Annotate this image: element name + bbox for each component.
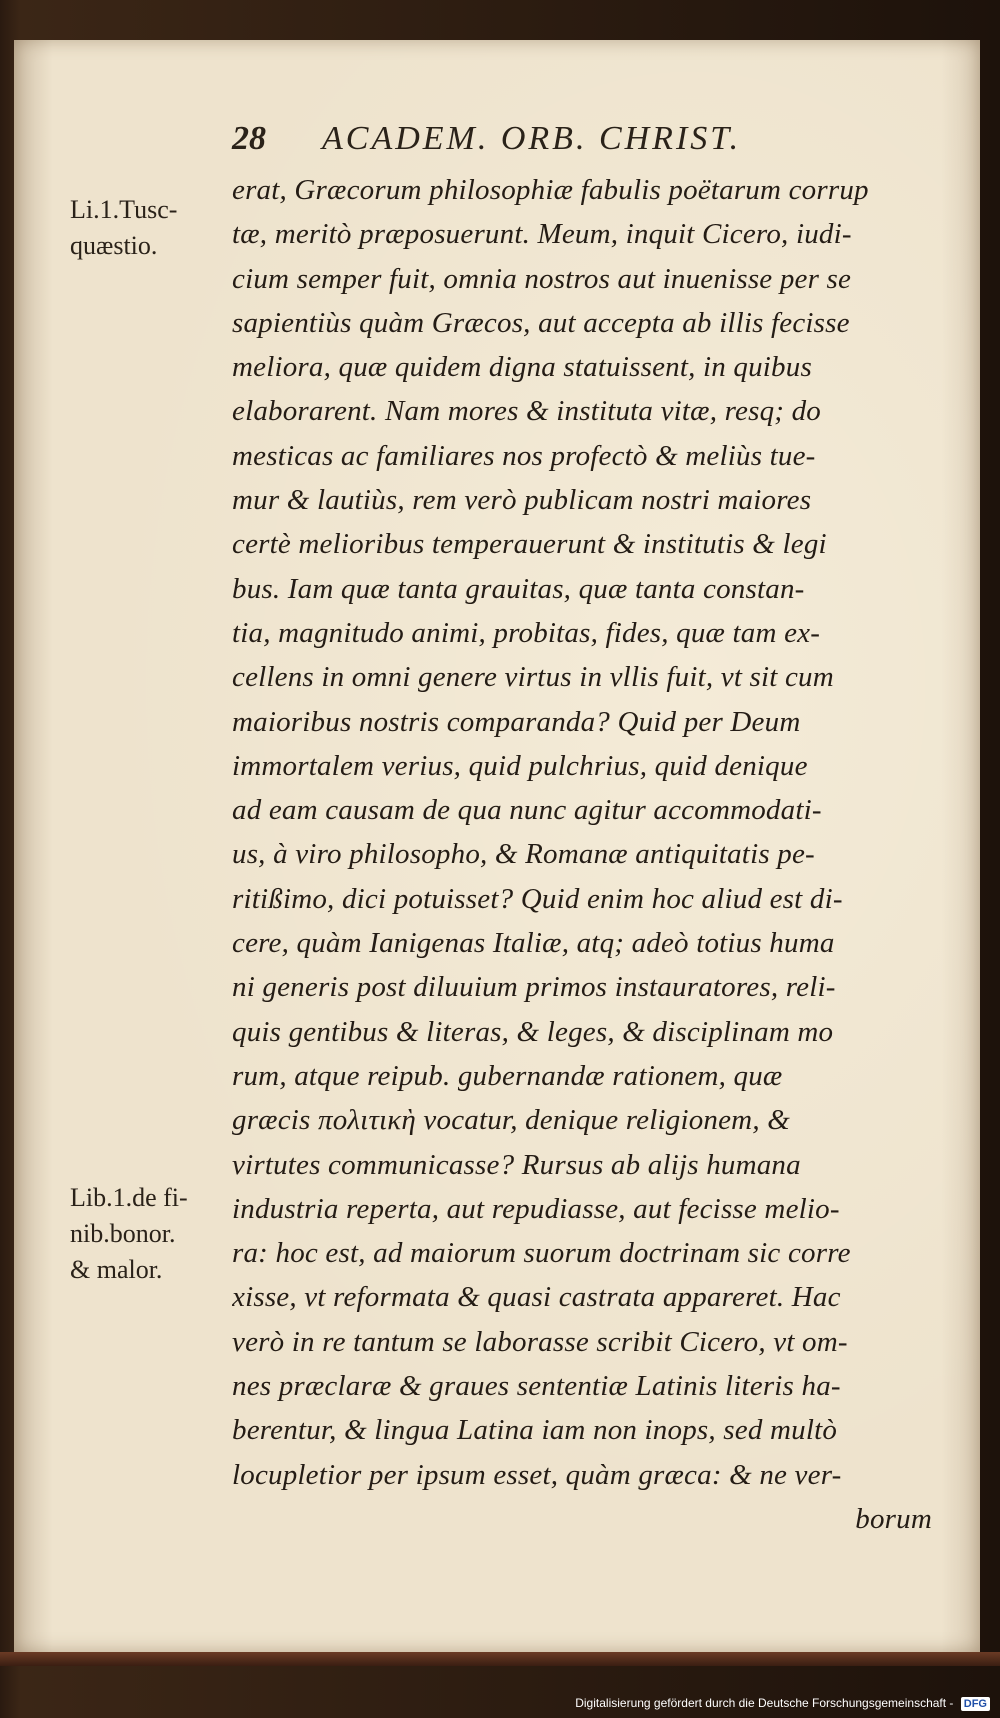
text-line: nes præclaræ & graues sententiæ Latinis literis ha- xyxy=(232,1370,841,1403)
book-edge xyxy=(0,1652,1000,1666)
text-line: elaborarent. Nam mores & instituta vitæ, resq; do xyxy=(232,395,821,428)
text-line: locupletior per ipsum esset, quàm græca: & ne ver- xyxy=(232,1458,842,1491)
body-text xyxy=(232,168,946,1541)
text-line: ra: hoc est, ad maiorum suorum doctrinam sic corre xyxy=(232,1237,851,1270)
margin-note-tusc xyxy=(70,192,235,264)
dfg-logo: DFG xyxy=(961,1697,990,1711)
text-line: tæ, meritò præposuerunt. Meum, inquit Cicero, iudi- xyxy=(232,218,852,251)
text-line: virtutes communicasse? Rursus ab alijs humana xyxy=(232,1148,801,1181)
margin-note-de-finibus xyxy=(70,1180,235,1288)
text-line: mur & lautiùs, rem verò publicam nostri maiores xyxy=(232,484,812,517)
page-number: 28 xyxy=(232,120,266,157)
text-line: cere, quàm Ianigenas Italiæ, atq; adeò totius huma xyxy=(232,927,835,960)
text-line: immortalem verius, quid pulchrius, quid denique xyxy=(232,749,808,782)
text-line: cium semper fuit, omnia nostros aut inuenisse per se xyxy=(232,262,852,295)
margin-note-line: quæstio. xyxy=(70,231,158,260)
text-line: bus. Iam quæ tanta grauitas, quæ tanta constan- xyxy=(232,572,805,605)
text-line: erat, Græcorum philosophiæ fabulis poëtarum corrup xyxy=(232,174,869,206)
text-line: græcis πολιτικὴ vocatur, denique religionem, & xyxy=(232,1104,790,1137)
text-line: us, à viro philosopho, & Romanæ antiquitatis pe- xyxy=(232,838,815,871)
running-head: ACADEM. ORB. CHRIST. xyxy=(322,120,742,157)
margin-note-line: Lib.1.de fi- xyxy=(70,1183,188,1212)
text-line: quis gentibus & literas, & leges, & disciplinam mo xyxy=(232,1015,834,1048)
text-line: mesticas ac familiares nos profectò & meliùs tue- xyxy=(232,439,816,472)
margin-note-line: Li.1.Tusc- xyxy=(70,195,178,224)
text-line: certè melioribus temperauerunt & institutis & legi xyxy=(232,528,827,561)
text-line: maioribus nostris comparanda? Quid per Deum xyxy=(232,705,801,738)
text-line: berentur, & lingua Latina iam non inops, sed multò xyxy=(232,1414,838,1447)
text-line: ni generis post diluuium primos instauratores, reli- xyxy=(232,971,836,1004)
text-line: meliora, quæ quidem digna statuissent, in quibus xyxy=(232,351,812,384)
text-line: rum, atque reipub. gubernandæ rationem, quæ xyxy=(232,1059,783,1092)
margin-note-line: & malor. xyxy=(70,1255,163,1284)
text-line: verò in re tantum se laborasse scribit Cicero, vt om- xyxy=(232,1325,848,1358)
digitization-notice: Digitalisierung gefördert durch die Deutsche Forschungsgemeinschaft - xyxy=(575,1696,954,1710)
digitization-footer xyxy=(0,1694,990,1712)
text-line: tia, magnitudo animi, probitas, fides, quæ tam ex- xyxy=(232,616,821,649)
text-line: ad eam causam de qua nunc agitur accommodati- xyxy=(232,794,822,827)
margin-note-line: nib.bonor. xyxy=(70,1219,176,1248)
text-line: xisse, vt reformata & quasi castrata appareret. Hac xyxy=(232,1281,841,1314)
text-line: ritißimo, dici potuisset? Quid enim hoc aliud est di- xyxy=(232,882,843,915)
page-header xyxy=(232,120,872,168)
text-line: industria reperta, aut repudiasse, aut fecisse melio- xyxy=(232,1192,840,1225)
catchword: borum xyxy=(855,1502,932,1535)
text-line: cellens in omni genere virtus in vllis fuit, vt sit cum xyxy=(232,661,834,694)
text-line: sapientiùs quàm Græcos, aut accepta ab illis fecisse xyxy=(232,306,850,339)
